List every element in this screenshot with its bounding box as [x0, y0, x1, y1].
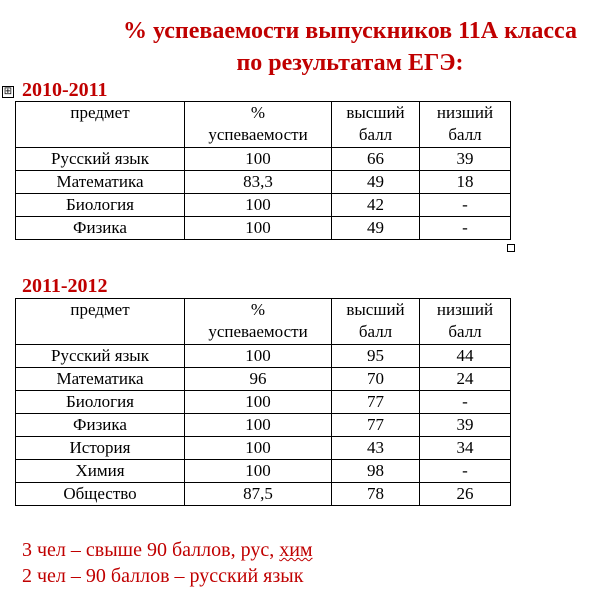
header-percent: % успеваемости — [185, 299, 332, 345]
cell-subject: Физика — [16, 217, 185, 240]
cell-min: - — [420, 460, 511, 483]
cell-subject: Русский язык — [16, 148, 185, 171]
cell-subject: История — [16, 437, 185, 460]
table-row — [16, 171, 511, 194]
table-row — [16, 460, 511, 483]
header-subject: предмет — [16, 102, 185, 148]
cell-percent: 100 — [185, 414, 332, 437]
cell-percent: 100 — [185, 391, 332, 414]
cell-max: 98 — [332, 460, 420, 483]
table-row — [16, 368, 511, 391]
cell-min: 26 — [420, 483, 511, 506]
cell-max: 77 — [332, 414, 420, 437]
cell-max: 70 — [332, 368, 420, 391]
cell-percent: 83,3 — [185, 171, 332, 194]
page-title-line-1: % успеваемости выпускников 11А класса — [122, 18, 577, 44]
table-resize-handle-icon[interactable] — [507, 244, 515, 252]
table-move-handle-icon[interactable]: ⊞ — [3, 86, 13, 97]
section-year-2011-2012: 2011-2012 — [22, 275, 108, 297]
cell-min: 39 — [420, 148, 511, 171]
cell-max: 43 — [332, 437, 420, 460]
table-row — [16, 414, 511, 437]
note-line-1 — [22, 537, 313, 563]
cell-max: 78 — [332, 483, 420, 506]
cell-percent: 100 — [185, 194, 332, 217]
results-table-2010-2011 — [15, 101, 511, 240]
table-row — [16, 391, 511, 414]
page-title-line-2: по результатам ЕГЭ: — [236, 50, 464, 76]
table-row — [16, 483, 511, 506]
cell-min: - — [420, 391, 511, 414]
cell-subject: Русский язык — [16, 345, 185, 368]
cell-max: 49 — [332, 171, 420, 194]
table-row — [16, 437, 511, 460]
note-line-1-text: 3 чел – свыше 90 баллов, рус, — [22, 539, 280, 561]
header-max-score: высший балл — [332, 102, 420, 148]
cell-subject: Физика — [16, 414, 185, 437]
table-header-row — [16, 102, 511, 148]
cell-percent: 100 — [185, 345, 332, 368]
cell-min: 44 — [420, 345, 511, 368]
table-row — [16, 345, 511, 368]
section-year-2010-2011: 2010-2011 — [22, 79, 108, 101]
cell-subject: Математика — [16, 171, 185, 194]
cell-min: - — [420, 194, 511, 217]
table-row — [16, 194, 511, 217]
cell-min: - — [420, 217, 511, 240]
header-min-score: низший балл — [420, 102, 511, 148]
spellcheck-flagged-word: хим — [279, 539, 313, 561]
cell-max: 66 — [332, 148, 420, 171]
table-header-row — [16, 299, 511, 345]
header-max-score: высший балл — [332, 299, 420, 345]
cell-percent: 96 — [185, 368, 332, 391]
cell-min: 18 — [420, 171, 511, 194]
cell-subject: Биология — [16, 194, 185, 217]
cell-max: 95 — [332, 345, 420, 368]
cell-min: 24 — [420, 368, 511, 391]
header-min-score: низший балл — [420, 299, 511, 345]
cell-subject: Биология — [16, 391, 185, 414]
header-subject: предмет — [16, 299, 185, 345]
cell-max: 42 — [332, 194, 420, 217]
cell-percent: 100 — [185, 460, 332, 483]
table-row — [16, 148, 511, 171]
table-row — [16, 217, 511, 240]
cell-subject: Математика — [16, 368, 185, 391]
cell-subject: Общество — [16, 483, 185, 506]
cell-min: 34 — [420, 437, 511, 460]
cell-max: 49 — [332, 217, 420, 240]
header-percent: % успеваемости — [185, 102, 332, 148]
results-table-2011-2012 — [15, 298, 511, 506]
cell-percent: 100 — [185, 148, 332, 171]
cell-subject: Химия — [16, 460, 185, 483]
cell-min: 39 — [420, 414, 511, 437]
cell-percent: 100 — [185, 217, 332, 240]
notes-block — [22, 537, 313, 589]
cell-percent: 100 — [185, 437, 332, 460]
note-line-2: 2 чел – 90 баллов – русский язык — [22, 565, 304, 587]
cell-percent: 87,5 — [185, 483, 332, 506]
cell-max: 77 — [332, 391, 420, 414]
